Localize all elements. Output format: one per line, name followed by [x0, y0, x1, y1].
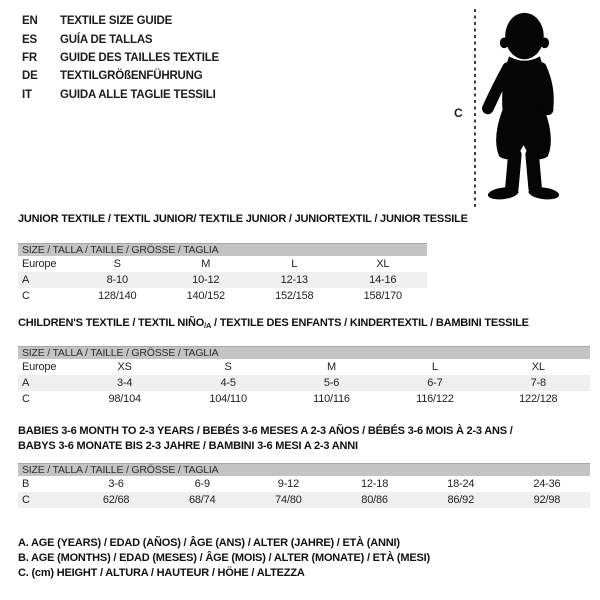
height-cell: 140/152 [186, 290, 225, 302]
language-row-en [22, 12, 219, 30]
children-title-pre: CHILDREN'S TEXTILE / TEXTIL NIÑO [18, 317, 205, 329]
height-cell: 128/140 [98, 290, 137, 302]
row-label: Europe [22, 258, 57, 270]
row-label: C [22, 494, 30, 506]
table-row [18, 391, 590, 407]
height-dashed-line [474, 9, 476, 209]
table-row [18, 492, 590, 508]
size-cell: XL [531, 361, 545, 373]
age-cell: 8-10 [106, 274, 128, 286]
children-table [18, 346, 590, 407]
toddler-silhouette [480, 10, 567, 203]
height-cell: 80/86 [361, 494, 388, 506]
row-label: C [22, 393, 30, 405]
language-row-es [22, 30, 219, 48]
row-label: A [22, 377, 30, 389]
legend-line-b: B. AGE (MONTHS) / EDAD (MESES) / ÂGE (MOIS) / ALTER (MONATE) / ETÀ (MESI) [18, 552, 430, 564]
age-cell: 5-6 [323, 377, 340, 389]
height-cell: 74/80 [275, 494, 302, 506]
legend-line-a: A. AGE (YEARS) / EDAD (AÑOS) / ÂGE (ANS) / ALTER (JAHRE) / ETÀ (ANNI) [18, 537, 400, 549]
junior-table [18, 243, 427, 304]
language-code: FR [22, 51, 37, 64]
row-label: Europe [22, 361, 57, 373]
table-row [18, 256, 427, 272]
row-label: C [22, 290, 30, 302]
table-row [18, 476, 590, 492]
babies-title-line2: BABYS 3-6 MONATE BIS 2-3 JAHRE / BAMBINI 3-6 MESI A 2-3 ANNI [18, 440, 358, 452]
row-label: B [22, 478, 30, 490]
table-row [18, 375, 590, 391]
height-label: C [454, 106, 463, 120]
height-cell: 92/98 [533, 494, 561, 506]
language-code: EN [22, 15, 38, 28]
height-cell: 68/74 [188, 494, 216, 506]
legend-line-c: C. (cm) HEIGHT / ALTURA / HAUTEUR / HÖHE / ALTEZZA [18, 567, 305, 579]
age-cell: 24-36 [533, 478, 561, 490]
age-cell: 12-18 [361, 478, 389, 490]
babies-title-line1: BABIES 3-6 MONTH TO 2-3 YEARS / BEBÉS 3-6 MESES A 2-3 AÑOS / BÉBÉS 3-6 MOIS À 2-3 ANS / [18, 425, 513, 437]
age-cell: 14-16 [369, 274, 397, 286]
language-row-fr [22, 49, 219, 67]
age-cell: 12-13 [280, 274, 308, 286]
language-label: GUIDA ALLE TAGLIE TESSILI [60, 88, 216, 101]
size-cell: M [327, 361, 336, 373]
size-cell: XS [117, 361, 132, 373]
language-code: DE [22, 70, 38, 83]
size-cell: S [113, 258, 121, 270]
language-code: IT [22, 88, 32, 101]
size-cell: M [201, 258, 211, 270]
age-cell: 18-24 [447, 478, 475, 490]
age-cell: 7-8 [530, 377, 546, 389]
size-cell: L [291, 258, 298, 270]
height-cell: 116/122 [416, 393, 454, 405]
language-label: GUÍA DE TALLAS [60, 33, 153, 46]
height-cell: 62/68 [102, 494, 130, 506]
height-cell: 158/170 [363, 290, 402, 302]
children-table-title [18, 317, 529, 330]
language-row-de [22, 67, 219, 85]
measurement-legend [18, 536, 430, 581]
height-cell: 104/110 [209, 393, 247, 405]
size-header-bar: SIZE / TALLA / TAILLE / GRÖSSE / TAGLIA [18, 463, 590, 476]
row-label: A [22, 274, 30, 286]
language-row-it [22, 86, 219, 104]
junior-table-title: JUNIOR TEXTILE / TEXTIL JUNIOR/ TEXTILE JUNIOR / JUNIORTEXTIL / JUNIOR TESSILE [18, 213, 468, 225]
size-header-bar: SIZE / TALLA / TAILLE / GRÖSSE / TAGLIA [18, 346, 590, 359]
age-cell: 4-5 [220, 377, 236, 389]
age-cell: 3-4 [117, 377, 133, 389]
size-cell: XL [376, 258, 390, 270]
language-label: TEXTILGRÖßENFÜHRUNG [60, 70, 203, 83]
height-cell: 110/116 [313, 393, 350, 405]
language-label: GUIDE DES TAILLES TEXTILE [60, 51, 219, 64]
children-title-subscript: /A [204, 321, 212, 330]
babies-table-title [18, 424, 513, 454]
children-title-post: / TEXTILE DES ENFANTS / KINDERTEXTIL / BAMBINI TESSILE [211, 317, 529, 329]
age-cell: 6-7 [427, 377, 443, 389]
height-cell: 86/92 [447, 494, 474, 506]
language-code: ES [22, 33, 37, 46]
table-row [18, 359, 590, 375]
babies-table [18, 463, 590, 508]
size-cell: S [224, 361, 232, 373]
size-header-bar: SIZE / TALLA / TAILLE / GRÖSSE / TAGLIA [18, 243, 427, 256]
age-cell: 9-12 [277, 478, 300, 490]
table-row [18, 288, 427, 304]
table-row [18, 272, 427, 288]
age-cell: 10-12 [192, 274, 220, 286]
language-list [22, 12, 219, 104]
height-cell: 152/158 [275, 290, 314, 302]
height-cell: 98/104 [108, 393, 141, 405]
language-label: TEXTILE SIZE GUIDE [60, 15, 173, 28]
height-cell: 122/128 [519, 393, 558, 405]
age-cell: 3-6 [108, 478, 124, 490]
age-cell: 6-9 [194, 478, 210, 490]
size-cell: L [431, 361, 438, 373]
